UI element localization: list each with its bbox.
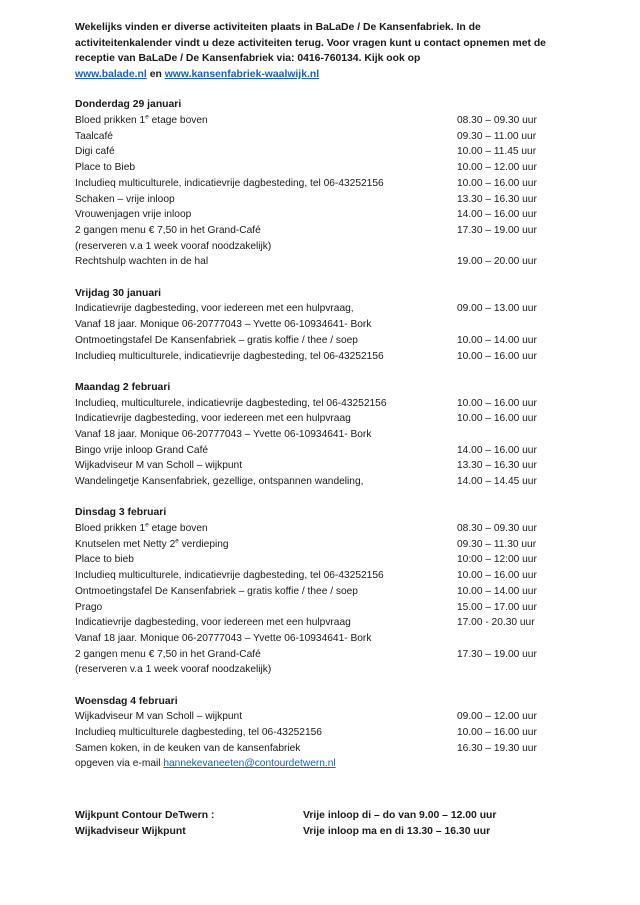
- activity-label: Place to bieb: [75, 554, 134, 566]
- activity-label: Includieq multiculturele, indicatievrije dagbesteding, tel 06-43252156: [75, 350, 384, 362]
- day-block: [75, 380, 580, 490]
- activity-time: 10.00 – 14.00 uur: [457, 585, 537, 597]
- footer-info: [75, 808, 496, 839]
- activity-time: 10.00 – 16.00 uur: [457, 397, 537, 409]
- activity-row: [75, 160, 580, 176]
- activity-label: (reserveren v.a 1 week vooraf noodzakelijk): [75, 664, 272, 676]
- day-block: [75, 694, 580, 773]
- activity-time: 08.30 – 09.30 uur: [457, 115, 537, 127]
- footer-row: [75, 808, 496, 824]
- activity-time: 15.00 – 17.00 uur: [457, 601, 537, 613]
- activity-time: 10.00 – 12.00 uur: [457, 162, 537, 174]
- activity-label: Wijkadviseur M van Scholl – wijkpunt: [75, 711, 243, 723]
- activity-time: 10.00 – 16.00 uur: [457, 570, 537, 582]
- activity-label: Includieq, multiculturele, indicatievrije dagbesteding, tel 06-43252156: [75, 397, 387, 409]
- activity-time: 10.00 – 11.45 uur: [457, 146, 537, 158]
- activity-label: Includieq multiculturele, indicatievrije dagbesteding, tel 06-43252156: [75, 177, 384, 189]
- footer-value: Vrije inloop ma en di 13.30 – 16.30 uur: [303, 825, 491, 837]
- contact-email-link[interactable]: hannekevaneeten@contourdetwern.nl: [163, 758, 336, 770]
- activity-label: [75, 113, 457, 129]
- activity-label: Wandelingetje Kansenfabriek, gezellige, ontspannen wandeling,: [75, 476, 364, 488]
- day-block: [75, 505, 580, 678]
- activity-row: [75, 223, 580, 239]
- footer-label: Wijkpunt Contour DeTwern :: [75, 810, 215, 821]
- footer-value: Vrije inloop di – do van 9.00 – 12.00 uur: [303, 810, 497, 821]
- activity-row: [75, 756, 580, 772]
- day-block: [75, 97, 580, 270]
- activity-row: [75, 615, 580, 631]
- activity-row: [75, 568, 580, 584]
- footer-label: Wijkadviseur Wijkpunt: [75, 825, 186, 837]
- activity-label: Vrouwenjagen vrije inloop: [75, 209, 192, 221]
- activity-label: (reserveren v.a 1 week vooraf noodzakelijk): [75, 240, 272, 252]
- activity-time: 19.00 – 20.00 uur: [457, 256, 537, 268]
- day-block: [75, 286, 580, 365]
- activity-label: Taalcafé: [75, 130, 113, 142]
- activity-label: 2 gangen menu € 7,50 in het Grand-Café: [75, 648, 261, 660]
- footer-row: [75, 824, 496, 840]
- activity-label-post: etage boven: [148, 115, 208, 127]
- balade-website-link[interactable]: www.balade.nl: [75, 68, 147, 80]
- activity-row: [75, 741, 580, 757]
- activity-label: Includieq multiculturele, indicatievrije dagbesteding, tel 06-43252156: [75, 570, 384, 582]
- activity-row: [75, 176, 580, 192]
- activity-label-post: etage boven: [148, 523, 208, 535]
- activity-time: 16.30 – 19.30 uur: [457, 742, 537, 754]
- activity-row: [75, 113, 580, 129]
- activity-row: [75, 647, 580, 663]
- activity-label: Rechtshulp wachten in de hal: [75, 256, 209, 268]
- activity-row: [75, 349, 580, 365]
- activity-row: [75, 443, 580, 459]
- ordinal-superscript: e: [145, 113, 149, 121]
- activity-label: Indicatievrije dagbesteding, voor iedereen met een hulpvraag: [75, 413, 351, 425]
- activity-row: [75, 333, 580, 349]
- activity-time: 08.30 – 09.30 uur: [457, 523, 537, 535]
- activity-time: 17.30 – 19.00 uur: [457, 648, 537, 660]
- activity-row: [75, 474, 580, 490]
- activity-label: Schaken – vrije inloop: [75, 193, 175, 205]
- day-title: Vrijdag 30 januari: [75, 287, 162, 299]
- activity-row: [75, 396, 580, 412]
- activity-row: [75, 584, 580, 600]
- activity-label: Ontmoetingstafel De Kansenfabriek – gratis koffie / thee / soep: [75, 334, 358, 346]
- activity-label: [75, 537, 457, 553]
- activity-row: [75, 600, 580, 616]
- activity-label: Digi café: [75, 146, 115, 158]
- activity-label: Bingo vrije inloop Grand Café: [75, 444, 209, 456]
- activity-label-pre: Bloed prikken 1: [75, 523, 146, 535]
- activities-list: [75, 97, 580, 772]
- activity-label: Includieq multiculturele dagbesteding, tel 06-43252156: [75, 727, 322, 739]
- activity-time: 09.30 – 11.30 uur: [457, 538, 537, 550]
- activity-label-post: verdieping: [178, 538, 229, 550]
- activity-row: [75, 301, 580, 317]
- activity-time: 17.00 - 20.30 uur: [457, 617, 535, 629]
- activity-label: [75, 756, 336, 772]
- activity-row: [75, 207, 580, 223]
- activity-label: Wijkadviseur M van Scholl – wijkpunt: [75, 460, 243, 472]
- intro-paragraph: [75, 20, 560, 82]
- activity-row: [75, 239, 580, 255]
- activity-time: 17.30 – 19.00 uur: [457, 225, 537, 236]
- activity-time: 13.30 – 16.30 uur: [457, 460, 537, 472]
- activity-time: 14.00 – 16.00 uur: [457, 444, 537, 456]
- intro-conjunction: en: [149, 68, 162, 80]
- activity-time: 09.30 – 11.00 uur: [457, 130, 537, 142]
- activity-row: [75, 411, 580, 427]
- activity-time: 10.00 – 16.00 uur: [457, 177, 537, 189]
- activity-label: Indicatievrije dagbesteding, voor iedereen met een hulpvraag: [75, 617, 351, 629]
- activity-time: 09.00 – 12.00 uur: [457, 711, 537, 723]
- activity-row: [75, 662, 580, 678]
- activity-time: 10:00 – 12:00 uur: [457, 554, 537, 566]
- activity-row: [75, 631, 580, 647]
- activity-label: Samen koken, in de keuken van de kansenfabriek: [75, 742, 301, 754]
- activity-time: 10.00 – 14.00 uur: [457, 334, 537, 346]
- activity-label: Place to Bieb: [75, 162, 136, 174]
- activity-time: 10.00 – 16.00 uur: [457, 727, 537, 739]
- activity-label: Ontmoetingstafel De Kansenfabriek – gratis koffie / thee / soep: [75, 585, 358, 597]
- activity-row: [75, 254, 580, 270]
- activity-label: Vanaf 18 jaar. Monique 06-20777043 – Yvette 06-10934641- Bork: [75, 428, 372, 440]
- activity-row: [75, 192, 580, 208]
- activity-row: [75, 458, 580, 474]
- activity-label-pre: Knutselen met Netty 2: [75, 538, 176, 550]
- activity-label: Vanaf 18 jaar. Monique 06-20777043 – Yvette 06-10934641- Bork: [75, 632, 372, 644]
- activity-time: 10.00 – 16.00 uur: [457, 350, 537, 362]
- activity-label-pre: Bloed prikken 1: [75, 115, 146, 127]
- activity-label: Prago: [75, 601, 103, 613]
- day-title: Dinsdag 3 februari: [75, 507, 167, 519]
- activity-row: [75, 537, 580, 553]
- activity-row: [75, 521, 580, 537]
- activity-label: 2 gangen menu € 7,50 in het Grand-Café: [75, 225, 261, 236]
- activity-label: Indicatievrije dagbesteding, voor iedereen met een hulpvraag,: [75, 303, 354, 315]
- activity-row: [75, 552, 580, 568]
- activity-label: Vanaf 18 jaar. Monique 06-20777043 – Yvette 06-10934641- Bork: [75, 319, 372, 331]
- day-title: Woensdag 4 februari: [75, 695, 178, 707]
- day-title: Donderdag 29 januari: [75, 99, 182, 111]
- intro-text: Wekelijks vinden er diverse activiteiten plaats in BaLaDe / De Kansenfabriek. In de activiteitenkalender vindt u deze activiteiten terug. Voor vragen kunt u contact opnemen met de receptie van BaLaDe / De Kansenfabriek via: 0416-760134. Kijk ook op: [75, 22, 546, 65]
- activity-time: 10.00 – 16.00 uur: [457, 413, 537, 425]
- activity-time: 13.30 – 16.30 uur: [457, 193, 537, 205]
- activity-label-pre: opgeven via e-mail: [75, 758, 164, 770]
- ordinal-superscript: e: [175, 537, 179, 545]
- activity-row: [75, 427, 580, 443]
- activity-row: [75, 725, 580, 741]
- kansenfabriek-website-link[interactable]: www.kansenfabriek-waalwijk.nl: [164, 68, 320, 80]
- activity-row: [75, 317, 580, 333]
- activity-row: [75, 144, 580, 160]
- activity-label: [75, 521, 457, 537]
- activity-row: [75, 129, 580, 145]
- day-title: Maandag 2 februari: [75, 381, 171, 393]
- activity-time: 14.00 – 16.00 uur: [457, 209, 537, 221]
- activity-row: [75, 709, 580, 725]
- ordinal-superscript: e: [145, 521, 149, 529]
- activity-time: 14.00 – 14.45 uur: [457, 476, 537, 488]
- activity-time: 09.00 – 13.00 uur: [457, 303, 537, 315]
